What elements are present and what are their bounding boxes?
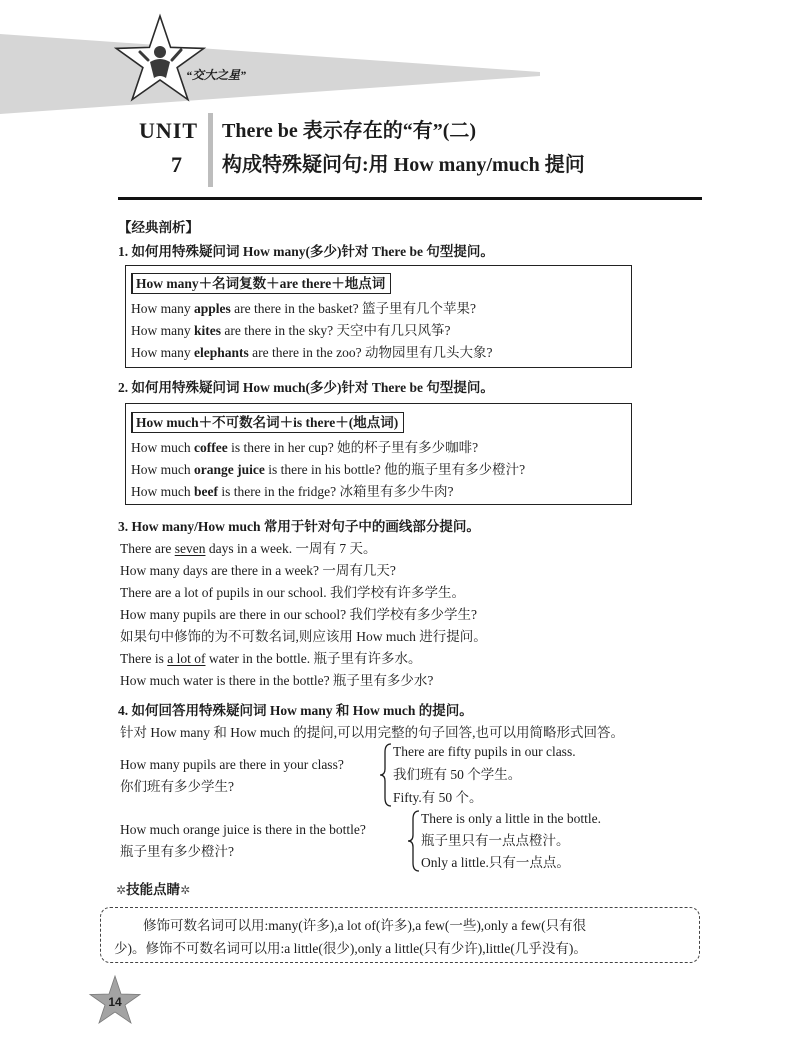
tips-title [116,879,190,901]
answer-full: There are fifty pupils in our class. [393,744,576,759]
sparkle-icon [116,879,126,901]
example-sentence: There are a lot of pupils in our school. 我们学校有许多学生。 [120,585,465,600]
example-sentence: How much orange juice is there in his bottle? 他的瓶子里有多少橙汁? [131,462,526,477]
section-3-heading: 3. How many/How much 常用于针对句子中的画线部分提问。 [118,519,480,534]
question-2-cn: 瓶子里有多少橙汁? [120,844,234,859]
explanation-note: 如果句中修饰的为不可数名词,则应该用 How much 进行提问。 [120,629,487,644]
answer-short: Fifty.有 50 个。 [393,790,483,805]
section-4-heading: 4. 如何回答用特殊疑问词 How many 和 How much 的提问。 [118,703,473,718]
key-word: kites [194,323,221,338]
sparkle-icon [180,879,190,901]
answer-translation: 我们班有 50 个学生。 [393,767,522,782]
answer-translation: 瓶子里只有一点点橙汁。 [421,833,570,848]
example-sentence: There are seven days in a week. 一周有 7 天。 [120,541,377,556]
example-sentence: How much beef is there in the fridge? 冰箱里有多少牛肉? [131,484,454,499]
section-1-heading: 1. 如何用特殊疑问词 How many(多少)针对 There be 句型提问。 [118,244,494,259]
header-rule [118,197,702,200]
page-number: 14 [108,995,122,1009]
section-2-box [125,403,632,505]
tips-title-text: 技能点睛 [126,882,181,897]
section-3-lines [120,538,487,692]
header-banner [0,0,560,130]
key-word: apples [194,301,231,316]
example-sentence: How much coffee is there in her cup? 她的杯子里有多少咖啡? [131,440,479,455]
section-2-heading: 2. 如何用特殊疑问词 How much(多少)针对 There be 句型提问。 [118,380,494,395]
tips-line-1: 修饰可数名词可以用:many(许多),a lot of(许多),a few(一些),only a few(只有很 [143,918,587,933]
key-word: coffee [194,440,228,455]
example-sentence: How many days are there in a week? 一周有几天? [120,563,396,578]
unit-title-line2: 构成特殊疑问句:用 How many/much 提问 [222,154,585,176]
section-4-intro: 针对 How many 和 How much 的提问,可以用完整的句子回答,也可以用简略形式回答。 [120,725,624,740]
tips-line-2: 少)。修饰不可数名词可以用:a little(很少),only a little(只有少许),little(几乎没有)。 [114,941,587,956]
key-word: elephants [194,345,249,360]
section-1-box [125,265,632,368]
formula-how-much: How much＋不可数名词＋is there＋(地点词) [131,412,404,433]
series-label: “交大之星” [186,68,247,82]
example-sentence: How many elephants are there in the zoo? 动物园里有几头大象? [131,345,493,360]
tips-box [100,907,700,963]
question-1-cn: 你们班有多少学生? [120,779,234,794]
example-sentence: How much water is there in the bottle? 瓶子里有多少水? [120,673,434,688]
underlined-word: seven [174,541,206,556]
question-1-en: How many pupils are there in your class? [120,757,344,772]
key-word: beef [194,484,218,499]
example-sentence: How many pupils are there in our school? 我们学校有多少学生? [120,607,477,622]
formula-how-many: How many＋名词复数＋are there＋地点词 [131,273,391,294]
example-sentence: How many kites are there in the sky? 天空中有几只风筝? [131,323,451,338]
underlined-word: a lot of [167,651,206,666]
section-label: 【经典剖析】 [118,220,199,235]
unit-title-line1: There be 表示存在的“有”(二) [222,120,477,142]
unit-label: UNIT [139,118,199,143]
example-sentence: There is a lot of water in the bottle. 瓶子里有许多水。 [120,651,422,666]
answer-full: There is only a little in the bottle. [421,811,601,826]
unit-number: 7 [171,152,183,177]
answer-short: Only a little.只有一点点。 [421,855,570,870]
key-word: orange juice [194,462,265,477]
question-2-en: How much orange juice is there in the bottle? [120,822,366,837]
example-sentence: How many apples are there in the basket? 篮子里有几个苹果? [131,301,476,316]
unit-divider [208,113,213,187]
